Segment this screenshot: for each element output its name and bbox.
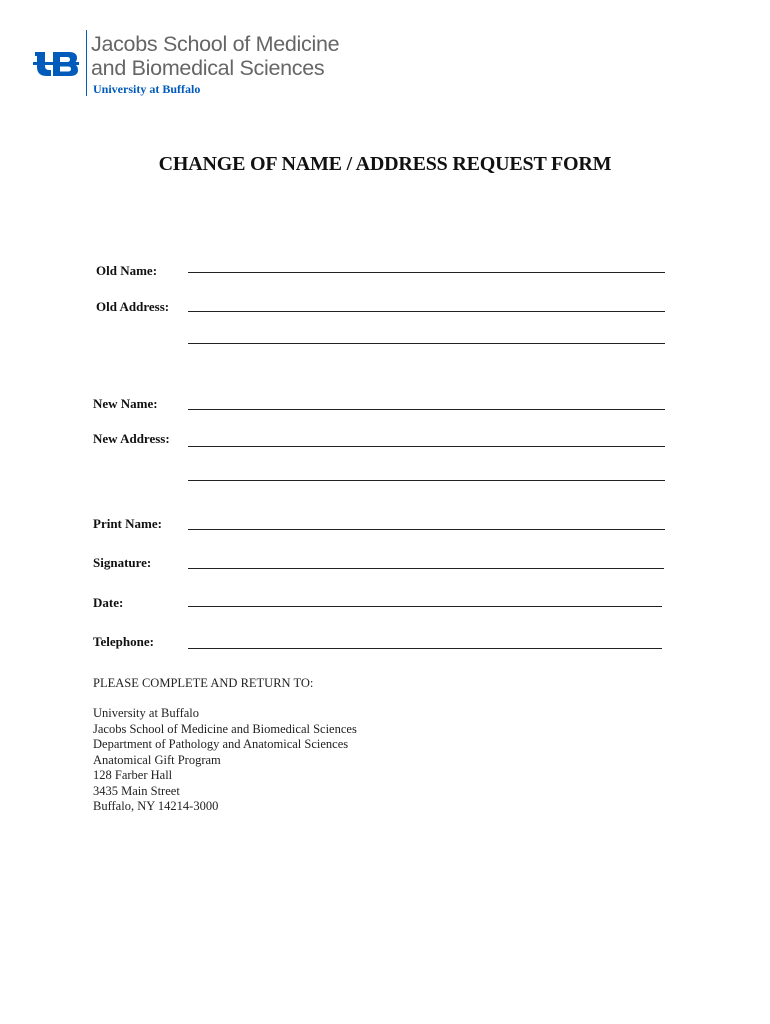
school-name-line1: Jacobs School of Medicine: [91, 32, 340, 56]
school-name-line2: and Biomedical Sciences: [91, 56, 325, 80]
old-address-field-line1[interactable]: [188, 311, 665, 312]
old-name-field[interactable]: [188, 272, 665, 273]
new-name-label: New Name:: [93, 396, 158, 411]
old-address-field-line2[interactable]: [188, 343, 665, 344]
address-line: Buffalo, NY 14214-3000: [93, 799, 219, 813]
new-address-field-line1[interactable]: [188, 446, 665, 447]
old-name-label: Old Name:: [96, 263, 158, 278]
signature-field[interactable]: [188, 568, 664, 569]
address-line: Jacobs School of Medicine and Biomedical Sciences: [93, 721, 357, 736]
address-line: University at Buffalo: [93, 706, 199, 720]
telephone-label: Telephone:: [93, 634, 154, 649]
return-instructions: PLEASE COMPLETE AND RETURN TO:: [93, 676, 314, 690]
address-line: 128 Farber Hall: [93, 768, 173, 782]
print-name-label: Print Name:: [93, 516, 162, 531]
old-address-label: Old Address:: [96, 299, 170, 314]
print-name-field[interactable]: [188, 529, 665, 530]
date-field[interactable]: [188, 606, 662, 607]
telephone-field[interactable]: [188, 648, 662, 649]
address-line: Anatomical Gift Program: [93, 752, 221, 767]
address-line: Department of Pathology and Anatomical Sciences: [93, 737, 349, 751]
university-name: University at Buffalo: [93, 82, 201, 96]
form-title: CHANGE OF NAME / ADDRESS REQUEST FORM: [158, 153, 612, 175]
signature-label: Signature:: [93, 555, 152, 570]
date-label: Date:: [93, 595, 124, 610]
new-name-field[interactable]: [188, 409, 665, 410]
ub-logo-icon: [33, 50, 79, 78]
address-line: 3435 Main Street: [93, 783, 180, 798]
new-address-field-line2[interactable]: [188, 480, 665, 481]
new-address-label: New Address:: [93, 431, 170, 446]
header-divider: [86, 30, 87, 96]
page-header: [33, 28, 353, 100]
return-address: [93, 706, 357, 815]
